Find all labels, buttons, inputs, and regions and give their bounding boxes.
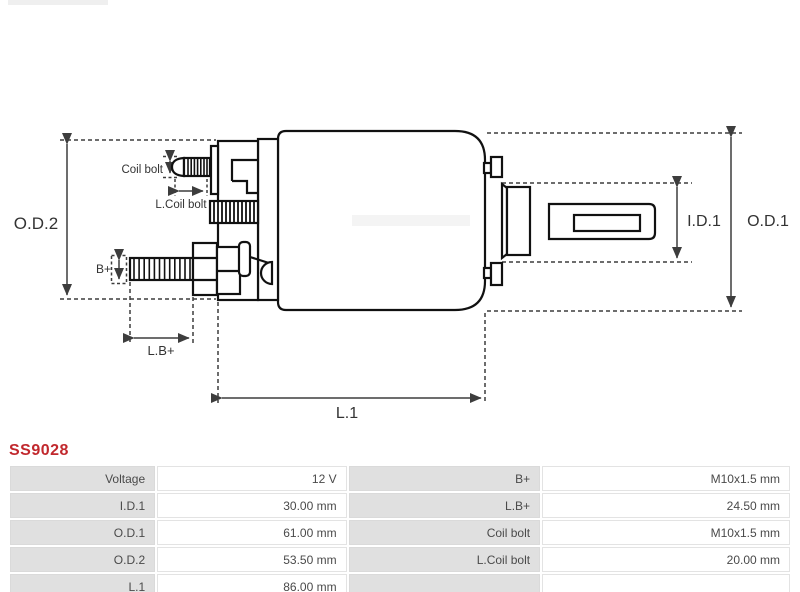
solenoid-body-geometry [130,131,655,310]
table-row [10,493,790,518]
spec-value: 20.00 mm [542,547,790,572]
dimension-label-bplus: B+ [95,262,111,276]
watermark-smudge-body [352,215,470,226]
spec-label: Voltage [10,466,155,491]
spec-label: L.B+ [349,493,540,518]
spec-table [8,464,792,592]
table-row [10,574,790,592]
dimension-label-lbplus: L.B+ [147,343,175,358]
dimension-label-l1: L.1 [335,405,359,422]
spec-value: 61.00 mm [157,520,346,545]
spec-value: M10x1.5 mm [542,466,790,491]
table-row [10,520,790,545]
spec-value: 53.50 mm [157,547,346,572]
table-row [10,547,790,572]
dimension-label-od1: O.D.1 [747,213,789,230]
spec-label: L.Coil bolt [349,547,540,572]
spec-value [542,574,790,592]
spec-value: 12 V [157,466,346,491]
table-row [10,466,790,491]
spec-label: L.1 [10,574,155,592]
spec-label [349,574,540,592]
spec-label: O.D.1 [10,520,155,545]
spec-value: M10x1.5 mm [542,520,790,545]
dimension-label-id1: I.D.1 [687,213,721,230]
dimension-label-lcoil-bolt: L.Coil bolt [155,199,207,211]
spec-label: I.D.1 [10,493,155,518]
spec-label: B+ [349,466,540,491]
dimension-label-coil-bolt: Coil bolt [121,164,163,176]
dimension-label-od2: O.D.2 [13,214,59,233]
part-number-heading: SS9028 [9,442,69,459]
spec-value: 86.00 mm [157,574,346,592]
spec-label: O.D.2 [10,547,155,572]
spec-value: 30.00 mm [157,493,346,518]
spec-value: 24.50 mm [542,493,790,518]
spec-label: Coil bolt [349,520,540,545]
